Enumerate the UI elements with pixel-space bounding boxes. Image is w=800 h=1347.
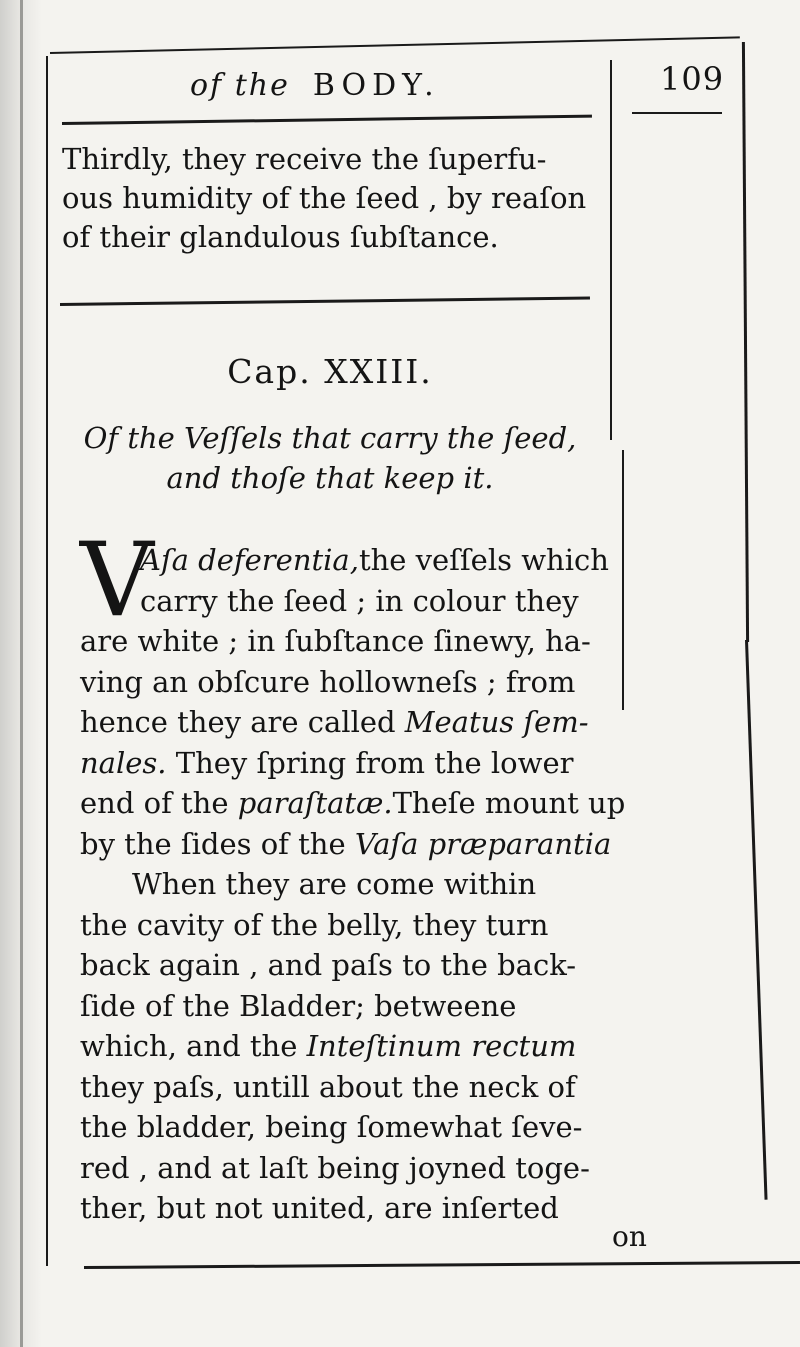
text-line: they paſs, untill about the neck of — [80, 1069, 576, 1104]
text-line: back again , and paſs to the back- — [80, 948, 577, 982]
text-line: ving an obſcure hollowneſs ; from — [80, 664, 576, 699]
text-line: Thirdly, they receive the ſuperfu- — [62, 142, 547, 176]
bottom-rule — [84, 1261, 800, 1269]
text-line — [80, 824, 640, 865]
italic-term: Inteſtinum rectum — [306, 1029, 577, 1063]
text-line — [80, 540, 640, 581]
running-head-word: BODY. — [312, 68, 440, 103]
text-line: are white ; in ſubſtance ſinewy, ha- — [80, 624, 591, 658]
line-text: Theſe mount up — [392, 786, 626, 820]
text-line — [80, 702, 640, 743]
section-rule — [60, 297, 590, 306]
line-text: hence they are called — [80, 705, 396, 739]
text-line — [80, 1026, 640, 1067]
subtitle-line: and thoſe that keep it. — [166, 461, 494, 495]
text-line: ous humidity of the ſeed , by reaſon — [62, 181, 587, 215]
text-line: of their glandulous ſubſtance. — [62, 220, 499, 254]
pageno-rule — [632, 112, 722, 114]
italic-term: nales. — [80, 745, 167, 780]
italic-term: Aſa deferentia, — [140, 543, 359, 577]
header-rule — [62, 115, 592, 125]
binding-edge — [20, 0, 23, 1347]
line-text: which, and the — [80, 1029, 298, 1063]
paragraph-thirdly — [62, 140, 610, 257]
line-text: end of the — [80, 786, 229, 820]
frame-right-rule — [742, 42, 749, 642]
text-line: ther, but not united, are inſerted — [80, 1191, 559, 1225]
line-text: They ſpring from the lower — [175, 745, 574, 780]
text-line — [80, 743, 640, 784]
text-line: When they are come within — [132, 867, 537, 901]
drop-cap: V — [80, 521, 154, 640]
italic-term: Vaſa præparantia — [354, 826, 612, 861]
chapter-heading: Cap. XXIII. — [227, 352, 433, 391]
italic-term: paraſtatæ. — [237, 786, 393, 820]
running-head-prefix: of the — [190, 68, 290, 103]
line-text: by the ſides of the — [80, 826, 346, 861]
text-line — [80, 783, 640, 824]
frame-right-rule-lower — [745, 640, 768, 1200]
text-line: carry the ſeed ; in colour they — [140, 583, 579, 618]
frame-left-rule — [46, 56, 48, 1266]
italic-term: Meatus ſem- — [404, 705, 589, 739]
running-head — [190, 68, 440, 103]
catchword: on — [612, 1220, 647, 1253]
page-number: 109 — [660, 60, 725, 98]
text-line: the bladder, being ſomewhat ſeve- — [80, 1110, 583, 1144]
text-line: red , and at laſt being joyned toge- — [80, 1150, 590, 1185]
text-line: the cavity of the belly, they turn — [80, 907, 549, 942]
chapter-subtitle — [0, 418, 660, 498]
subtitle-line: Of the Veſſels that carry the ſeed, — [83, 421, 577, 455]
chapter-body — [80, 540, 640, 1229]
line-text: the veſſels which — [358, 543, 609, 577]
frame-top-rule — [50, 36, 740, 54]
text-line: ſide of the Bladder; betweene — [80, 988, 517, 1023]
